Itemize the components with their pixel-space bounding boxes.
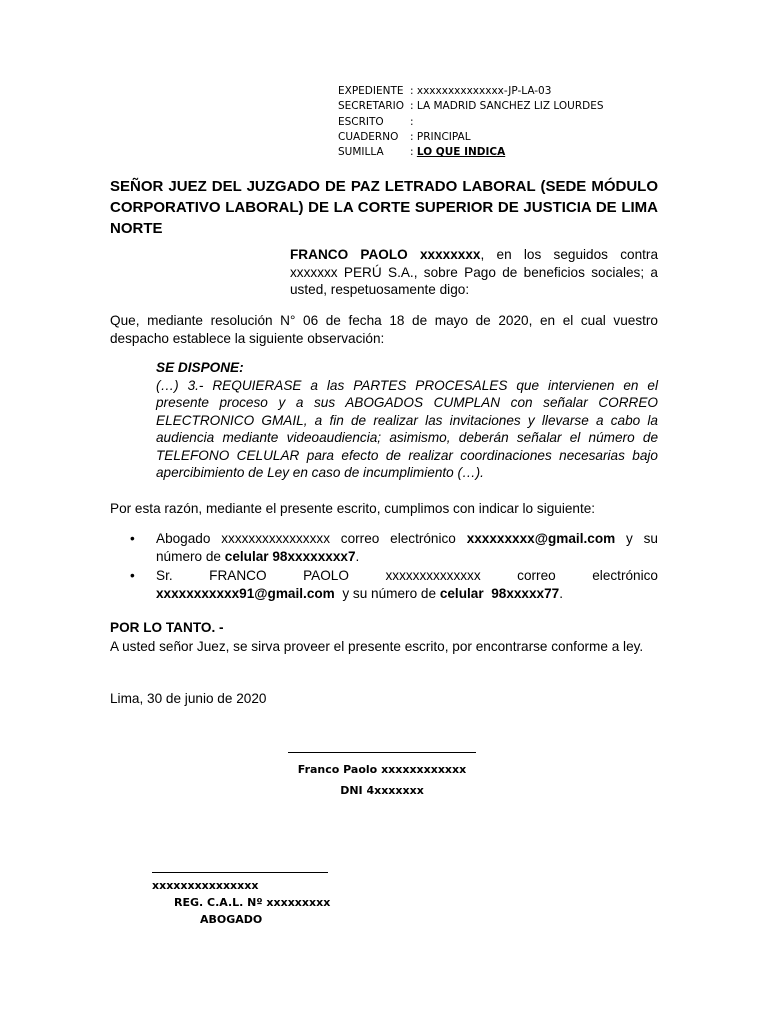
document-title: SEÑOR JUEZ DEL JUZGADO DE PAZ LETRADO LABORAL (SEDE MÓDULO CORPORATIVO LABORAL) DE LA CORTE SUPERIOR DE JUSTICIA DE LIMA NORTE bbox=[110, 178, 658, 237]
reason-paragraph: Por esta razón, mediante el presente escrito, cumplimos con indicar lo siguiente: bbox=[110, 501, 596, 516]
list-item-text bbox=[156, 530, 662, 565]
header-row-expediente bbox=[338, 84, 604, 99]
intro-paragraph bbox=[290, 246, 658, 299]
text-segment: y su número de bbox=[334, 585, 440, 601]
intro-text: , en los seguidos contra xxxxxxx PERÚ S.A., sobre Pago de beneficios sociales; a usted, respetuosamente digo: bbox=[290, 247, 658, 297]
resolution-paragraph: Que, mediante resolución N° 06 de fecha 18 de mayo de 2020, en el cual vuestro despacho establece la siguiente observación: bbox=[110, 313, 658, 346]
list-item bbox=[130, 567, 658, 602]
list-item-text bbox=[156, 567, 658, 602]
quote-heading: SE DISPONE: bbox=[156, 360, 244, 375]
email-value: xxxxxxxxxxx91@gmail.com bbox=[156, 585, 335, 601]
text-segment: . bbox=[559, 585, 564, 601]
signer-name: Franco Paolo xxxxxxxxxxxx bbox=[297, 763, 467, 776]
lawyer-role: ABOGADO bbox=[200, 913, 263, 926]
bullet-icon: • bbox=[130, 531, 135, 546]
conclusion-heading: POR LO TANTO. - bbox=[110, 620, 224, 635]
list-item bbox=[130, 530, 662, 565]
text-segment: y su número de bbox=[156, 531, 662, 564]
signature-line bbox=[288, 752, 476, 753]
email-value: xxxxxxxxx@gmail.com bbox=[466, 531, 616, 546]
date-line: Lima, 30 de junio de 2020 bbox=[110, 691, 267, 706]
header-label: SECRETARIO bbox=[338, 100, 404, 113]
text-segment: . bbox=[355, 548, 360, 564]
quote-body: (…) 3.- REQUIERASE a las PARTES PROCESALES que intervienen en el presente proceso y a sus ABOGADOS CUMPLAN con señalar CORREO ELECTRONICO GMAIL, a fin de realizar las invitaciones y llevarse a cabo la audiencia mediante videoaudiencia; asimismo, deberán señalar el número de TELEFONO CELULAR para efecto de realizar coordinaciones necesarias bajo apercibimiento de Ley en caso de incumplimiento (…). bbox=[156, 377, 658, 480]
header-value: : xxxxxxxxxxxxxx-JP-LA-03 bbox=[410, 85, 552, 97]
header-label: SUMILLA bbox=[338, 146, 384, 159]
text-segment: Abogado xxxxxxxxxxxxxxxx correo electrónico bbox=[156, 531, 467, 546]
header-label: EXPEDIENTE bbox=[338, 85, 404, 97]
header-separator: : bbox=[410, 146, 417, 159]
bullet-icon: • bbox=[130, 568, 135, 583]
signature-line bbox=[152, 872, 328, 873]
request-paragraph: A usted señor Juez, se sirva proveer el presente escrito, por encontrarse conforme a ley. bbox=[110, 639, 644, 654]
header-row-escrito bbox=[338, 115, 604, 130]
header-label: CUADERNO bbox=[338, 130, 399, 143]
plaintiff-signature-block bbox=[288, 752, 476, 801]
header-value: : bbox=[410, 115, 414, 128]
header-value: LO QUE INDICA bbox=[416, 146, 506, 159]
signer-dni: DNI 4xxxxxxx bbox=[340, 784, 424, 797]
lawyer-registration: REG. C.A.L. Nº xxxxxxxxx bbox=[174, 896, 331, 909]
header-label: ESCRITO bbox=[338, 115, 384, 128]
lawyer-signature-block bbox=[152, 872, 330, 928]
phone-value: celular 98xxxxx77 bbox=[439, 585, 560, 601]
header-row-sumilla bbox=[338, 145, 604, 160]
header-value: : PRINCIPAL bbox=[410, 130, 471, 143]
text-segment: Sr. FRANCO PAOLO xxxxxxxxxxxxxx correo electrónico bbox=[156, 568, 658, 583]
contact-list bbox=[130, 530, 662, 604]
plaintiff-name: FRANCO PAOLO xxxxxxxx bbox=[290, 247, 481, 262]
header-row-cuaderno bbox=[338, 130, 604, 145]
header-value: : LA MADRID SANCHEZ LIZ LOURDES bbox=[410, 100, 604, 113]
header-row-secretario bbox=[338, 99, 604, 114]
lawyer-name: xxxxxxxxxxxxxxx bbox=[152, 879, 259, 892]
phone-value: celular 98xxxxxxxx7 bbox=[224, 548, 356, 564]
case-header bbox=[338, 84, 604, 160]
quoted-resolution bbox=[156, 359, 658, 482]
